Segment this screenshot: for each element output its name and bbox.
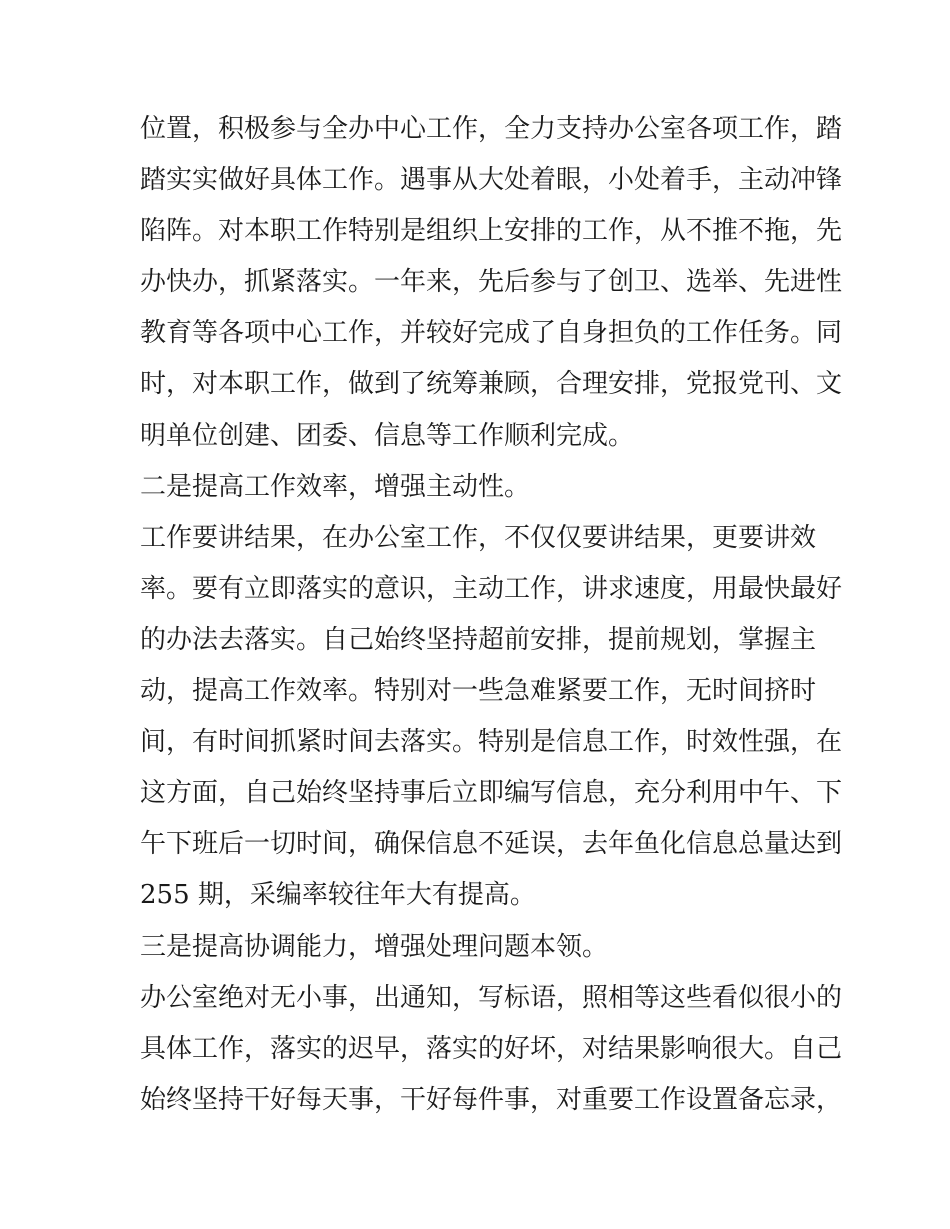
text-line: 间，有时间抓紧时间去落实。特别是信息工作，时效性强，在: [140, 727, 843, 758]
text-line: 具体工作，落实的迟早，落实的好坏，对结果影响很大。自己: [140, 1033, 843, 1064]
text-line: 明单位创建、团委、信息等工作顺利完成。: [140, 420, 635, 451]
text-line: 办快办，抓紧落实。一年来，先后参与了创卫、选举、先进性: [140, 267, 843, 298]
text-line: 办公室绝对无小事，出通知，写标语，照相等这些看似很小的: [140, 982, 843, 1013]
section-heading: 二是提高工作效率，增强主动性。: [140, 471, 531, 502]
text-line: 这方面，自己始终坚持事后立即编写信息，充分利用中午、下: [140, 778, 843, 809]
text-line: 动，提高工作效率。特别对一些急难紧要工作，无时间挤时: [140, 676, 817, 707]
text-line: 陷阵。对本职工作特别是组织上安排的工作，从不推不拖，先: [140, 216, 843, 247]
section-heading: 三是提高协调能力，增强处理问题本领。: [140, 931, 609, 962]
text-line: 午下班后一切时间，确保信息不延误，去年鱼化信息总量达到: [140, 829, 843, 860]
text-line: 工作要讲结果，在办公室工作，不仅仅要讲结果，更要讲效: [140, 522, 817, 553]
text-line: 始终坚持干好每天事，干好每件事，对重要工作设置备忘录，: [140, 1084, 843, 1115]
text-line: 的办法去落实。自己始终坚持超前安排，提前规划，掌握主: [140, 624, 817, 655]
text-line: 时，对本职工作，做到了统筹兼顾，合理安排，党报党刊、文: [140, 369, 843, 400]
text-line: 255 期，采编率较往年大有提高。: [140, 880, 536, 911]
text-line: 率。要有立即落实的意识，主动工作，讲求速度，用最快最好: [140, 573, 843, 604]
text-line: 位置，积极参与全办中心工作，全力支持办公室各项工作，踏: [140, 114, 843, 144]
text-line: 踏实实做好具体工作。遇事从大处着眼，小处着手，主动冲锋: [140, 165, 843, 196]
document-text-body: [140, 104, 843, 1126]
text-line: 教育等各项中心工作，并较好完成了自身担负的工作任务。同: [140, 318, 843, 349]
